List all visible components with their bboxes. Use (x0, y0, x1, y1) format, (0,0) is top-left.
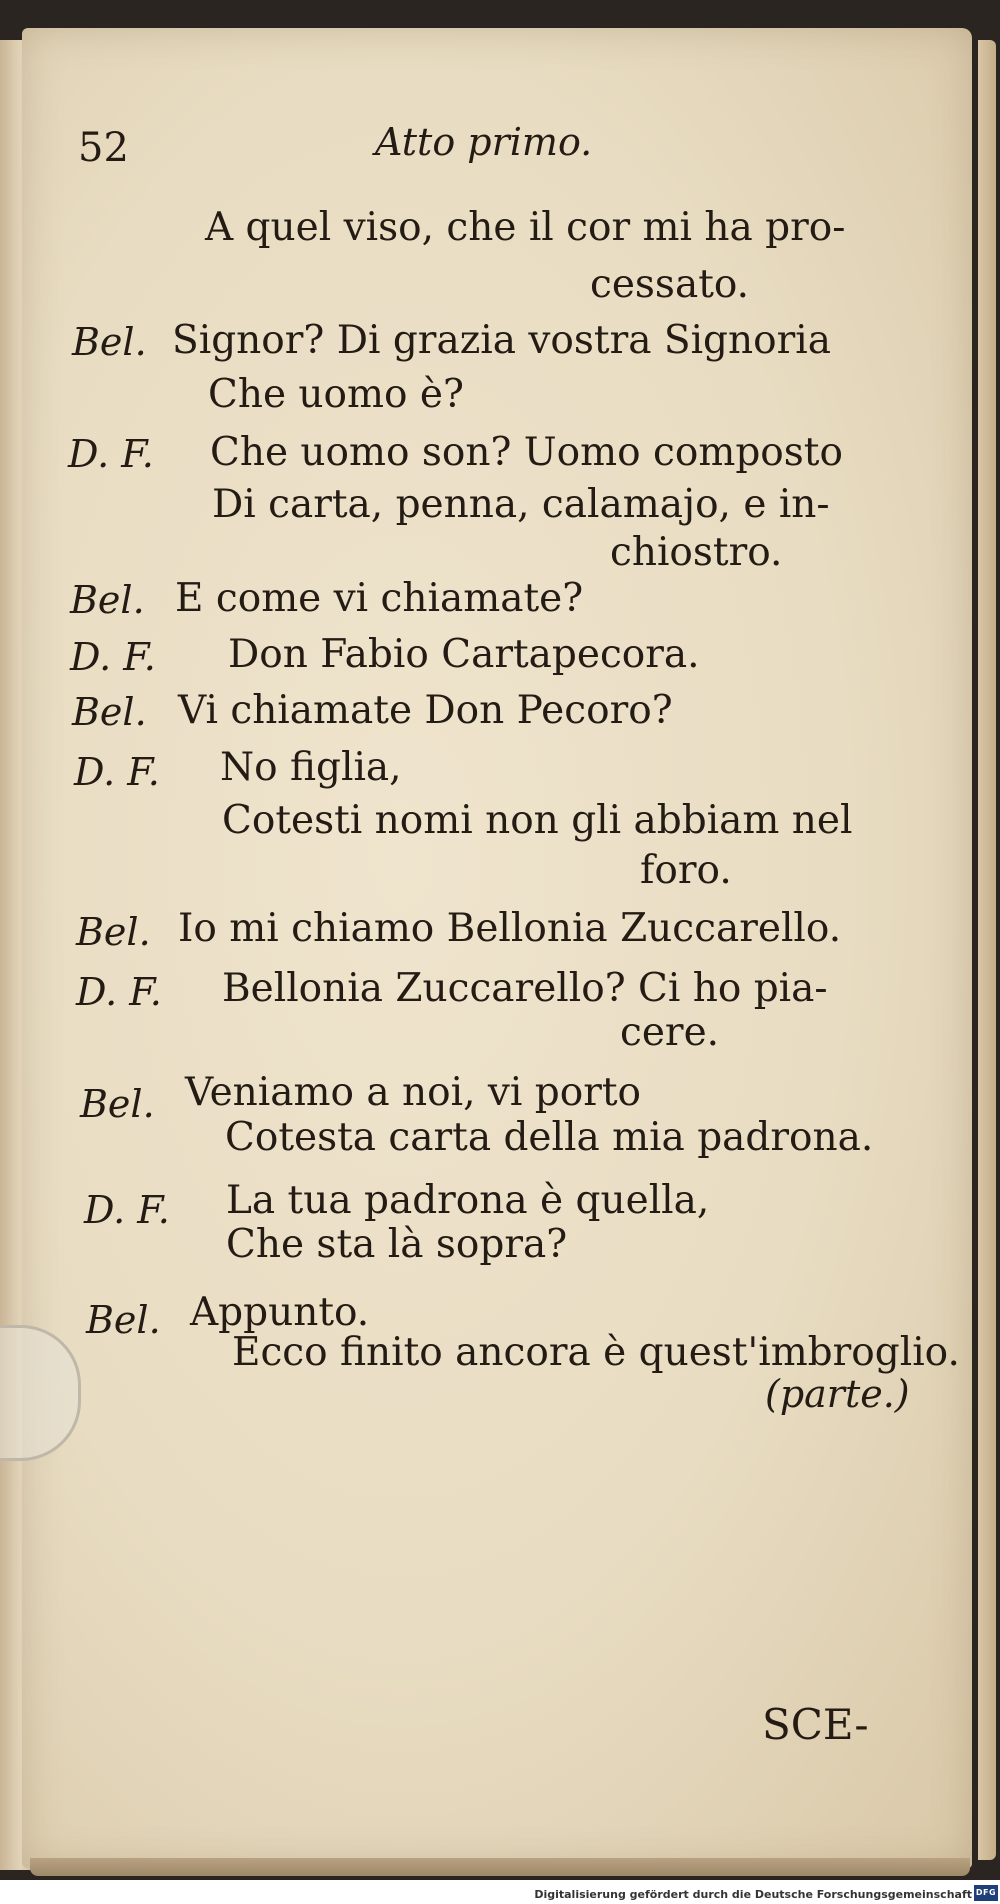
speaker-label: D. F. (84, 1188, 170, 1232)
dialogue-line: Appunto. (190, 1290, 370, 1335)
speaker-label: Bel. (86, 1298, 161, 1342)
dialogue-line: Ecco finito ancora è quest'imbroglio. (232, 1330, 960, 1375)
funding-credit: Digitalisierung gefördert durch die Deutsche Forschungsgemeinschaft (534, 1888, 972, 1901)
dialogue-line: Veniamo a noi, vi porto (185, 1070, 642, 1115)
catchword: SCE- (762, 1700, 869, 1749)
dialogue-line: Io mi chiamo Bellonia Zuccarello. (178, 906, 842, 951)
speaker-label: Bel. (76, 910, 151, 954)
speaker-label: D. F. (70, 635, 156, 679)
stage-direction: (parte.) (765, 1372, 910, 1416)
speaker-label: D. F. (74, 750, 160, 794)
speaker-label: D. F. (76, 970, 162, 1014)
dialogue-line: cessato. (590, 262, 750, 307)
dfg-logo-icon: DFG (974, 1885, 998, 1901)
running-head: Atto primo. (375, 120, 593, 164)
dialogue-line: Cotesta carta della mia padrona. (225, 1115, 874, 1160)
speaker-label: Bel. (70, 578, 145, 622)
dialogue-line: A quel viso, che il cor mi ha pro- (205, 205, 846, 250)
dialogue-line: Che uomo è? (208, 372, 464, 417)
speaker-label: Bel. (80, 1082, 155, 1126)
dialogue-line: No figlia, (220, 745, 402, 790)
dialogue-line: Di carta, penna, calamajo, e in- (212, 482, 830, 527)
dialogue-line: Vi chiamate Don Pecoro? (178, 688, 673, 733)
speaker-label: Bel. (72, 690, 147, 734)
dialogue-line: chiostro. (610, 530, 783, 575)
dialogue-line: foro. (640, 848, 732, 893)
dialogue-line: cere. (620, 1010, 720, 1055)
dialogue-line: Signor? Di grazia vostra Signoria (172, 318, 831, 363)
page-number: 52 (78, 125, 129, 171)
dialogue-line: E come vi chiamate? (175, 576, 584, 621)
dialogue-line: Don Fabio Cartapecora. (228, 632, 700, 677)
dialogue-line: Bellonia Zuccarello? Ci ho pia- (222, 966, 828, 1011)
dialogue-line: Che sta là sopra? (226, 1222, 568, 1267)
book-edge-right (978, 40, 996, 1860)
dialogue-line: Cotesti nomi non gli abbiam nel (222, 798, 853, 843)
dialogue-line: Che uomo son? Uomo composto (210, 430, 843, 475)
speaker-label: D. F. (68, 432, 154, 476)
speaker-label: Bel. (72, 320, 147, 364)
dialogue-line: La tua padrona è quella, (226, 1178, 710, 1223)
footer-bar (0, 1880, 1000, 1904)
page-stack-bottom (30, 1858, 970, 1876)
